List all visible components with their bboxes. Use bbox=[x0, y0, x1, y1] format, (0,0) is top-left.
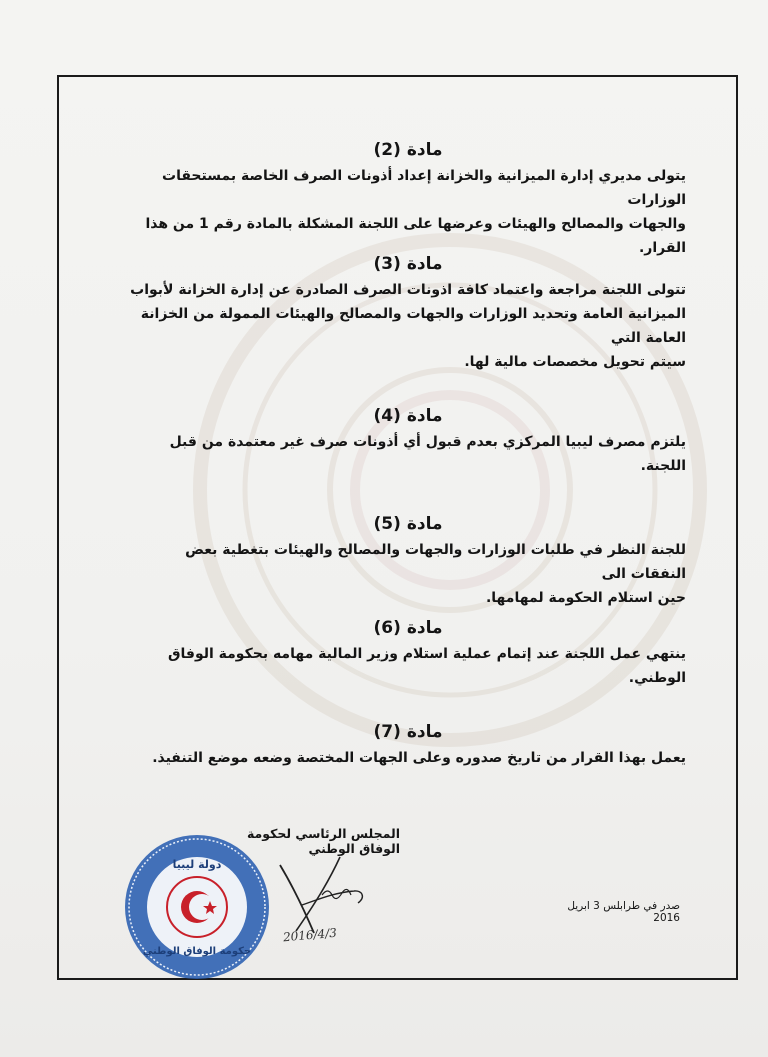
signatory-label: المجلس الرئاسي لحكومة الوفاق الوطني bbox=[246, 826, 400, 856]
article-line: يعمل بهذا القرار من تاريخ صدوره وعلى الجهات المختصة وضعه موضع التنفيذ. bbox=[152, 750, 686, 766]
article-line: حين استلام الحكومة لمهامها. bbox=[485, 590, 686, 606]
article-line: ينتهي عمل اللجنة عند إتمام عملية استلام وزير المالية مهامه بحكومة الوفاق bbox=[168, 646, 686, 662]
article-line: للجنة النظر في طلبات الوزارات والجهات والمصالح والهيئات بتغطية بعض النفقات الى bbox=[185, 542, 686, 582]
article-6 bbox=[130, 618, 686, 690]
article-line: تتولى اللجنة مراجعة واعتماد كافة اذونات الصرف الصادرة عن إدارة الخزانة لأبواب bbox=[130, 282, 686, 298]
article-title: مادة (6) bbox=[373, 618, 443, 638]
article-3 bbox=[130, 254, 686, 374]
article-title: مادة (3) bbox=[373, 254, 443, 274]
article-body bbox=[130, 278, 686, 374]
seal-bottom-text: حكومة الوفاق الوطني bbox=[142, 946, 252, 957]
article-body bbox=[130, 538, 686, 610]
article-5 bbox=[130, 514, 686, 610]
handwritten-date: 2016/4/3 bbox=[282, 925, 338, 945]
article-line: سيتم تحويل مخصصات مالية لها. bbox=[464, 354, 686, 370]
article-body bbox=[130, 746, 686, 770]
article-line: يلتزم مصرف ليبيا المركزي بعدم قبول أي أذونات صرف غير معتمدة من قبل اللجنة. bbox=[169, 434, 686, 474]
seal-top-text: دولة ليبيا bbox=[172, 858, 222, 871]
article-title: مادة (4) bbox=[373, 406, 443, 426]
article-2 bbox=[130, 140, 686, 260]
article-body bbox=[130, 642, 686, 690]
article-title: مادة (5) bbox=[373, 514, 443, 534]
article-line: الوطني. bbox=[628, 670, 686, 686]
article-title: مادة (2) bbox=[373, 140, 443, 160]
article-4 bbox=[130, 406, 686, 478]
article-title: مادة (7) bbox=[373, 722, 443, 742]
issue-place-date: صدر في طرابلس 3 ابريل 2016 bbox=[567, 900, 680, 924]
article-7 bbox=[130, 722, 686, 770]
article-line: يتولى مديري إدارة الميزانية والخزانة إعداد أذونات الصرف الخاصة بمستحقات الوزارات bbox=[162, 168, 686, 208]
article-body bbox=[130, 430, 686, 478]
official-seal bbox=[122, 832, 272, 982]
article-line: الميزانية العامة وتحديد الوزارات والجهات والمصالح والهيئات الممولة من الخزانة العامة التي bbox=[140, 306, 686, 346]
article-body bbox=[130, 164, 686, 260]
article-line: والجهات والمصالح والهيئات وعرضها على اللجنة المشكلة بالمادة رقم 1 من هذا القرار. bbox=[145, 216, 686, 256]
